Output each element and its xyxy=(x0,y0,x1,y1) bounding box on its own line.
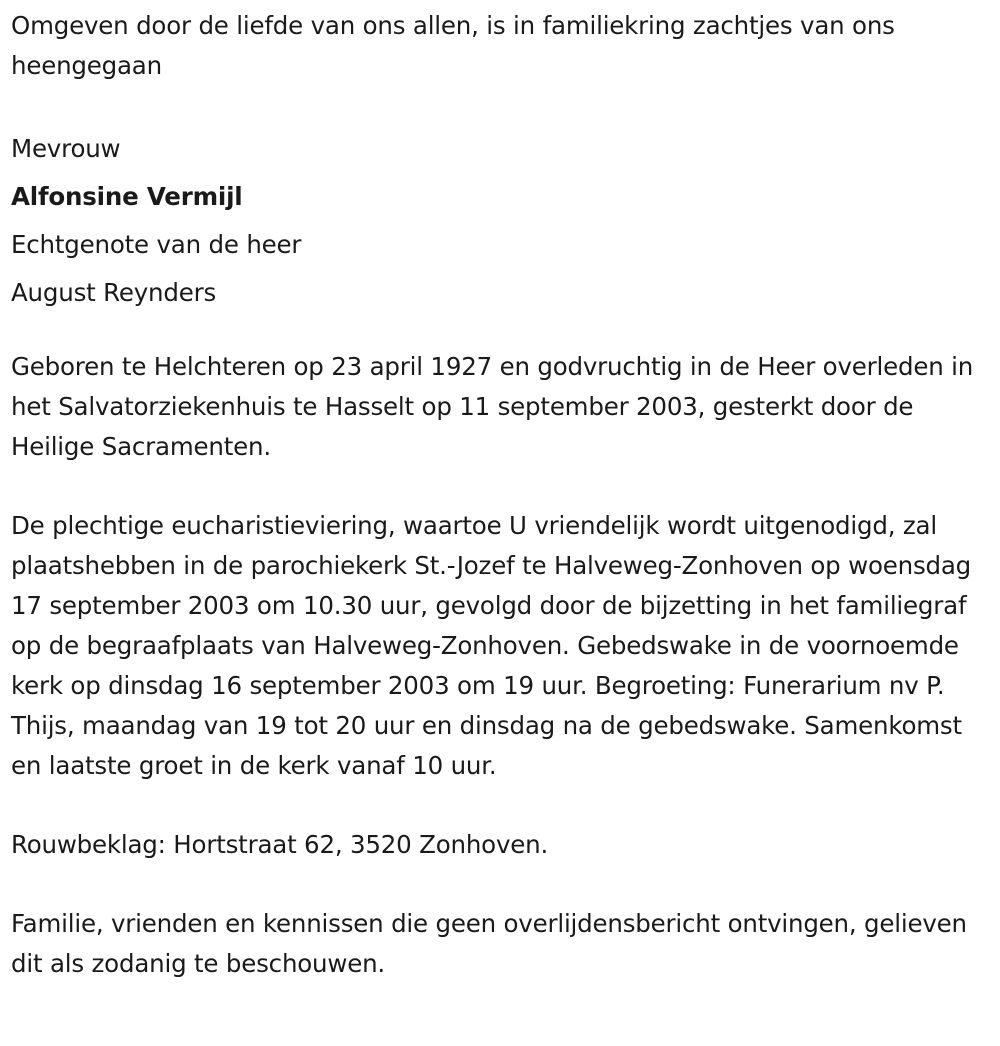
spouse-name: August Reynders xyxy=(11,278,217,307)
ceremony-paragraph: De plechtige eucharistieviering, waartoe U vriendelijk wordt uitgenodigd, zal plaatshebben in de parochiekerk St.-Jozef te Halveweg-Zonhoven op woensdag 17 september 2003 om 10.30 uur, gevolgd door de bijzetting in het familiegraf op de begraafplaats van Halveweg-Zonhoven. Gebedswake in de voornoemde kerk op dinsdag 16 september 2003 om 19 uur. Begroeting: Funerarium nv P. Thijs, maandag van 19 tot 20 uur en dinsdag na de gebedswake. Samenkomst en laatste groet in de kerk vanaf 10 uur. xyxy=(11,511,972,780)
spouse-line: Echtgenote van de heer xyxy=(11,230,302,259)
spacer xyxy=(11,865,996,904)
intro-paragraph: Omgeven door de liefde van ons allen, is in familiekring zachtjes van ons heengegaan xyxy=(11,11,895,80)
spacer xyxy=(11,86,996,125)
condolence-address: Rouwbeklag: Hortstraat 62, 3520 Zonhoven. xyxy=(11,830,549,859)
spacer xyxy=(11,317,996,347)
obituary-document xyxy=(11,6,996,984)
birth-death-paragraph: Geboren te Helchteren op 23 april 1927 en godvruchtig in de Heer overleden in het Salvatorziekenhuis te Hasselt op 11 september 2003, gesterkt door de Heilige Sacramenten. xyxy=(11,352,974,461)
spacer xyxy=(11,467,996,506)
deceased-name: Alfonsine Vermijl xyxy=(11,182,243,211)
spacer xyxy=(11,786,996,825)
closing-paragraph: Familie, vrienden en kennissen die geen overlijdensbericht ontvingen, gelieven dit als zodanig te beschouwen. xyxy=(11,909,967,978)
salutation: Mevrouw xyxy=(11,134,121,163)
